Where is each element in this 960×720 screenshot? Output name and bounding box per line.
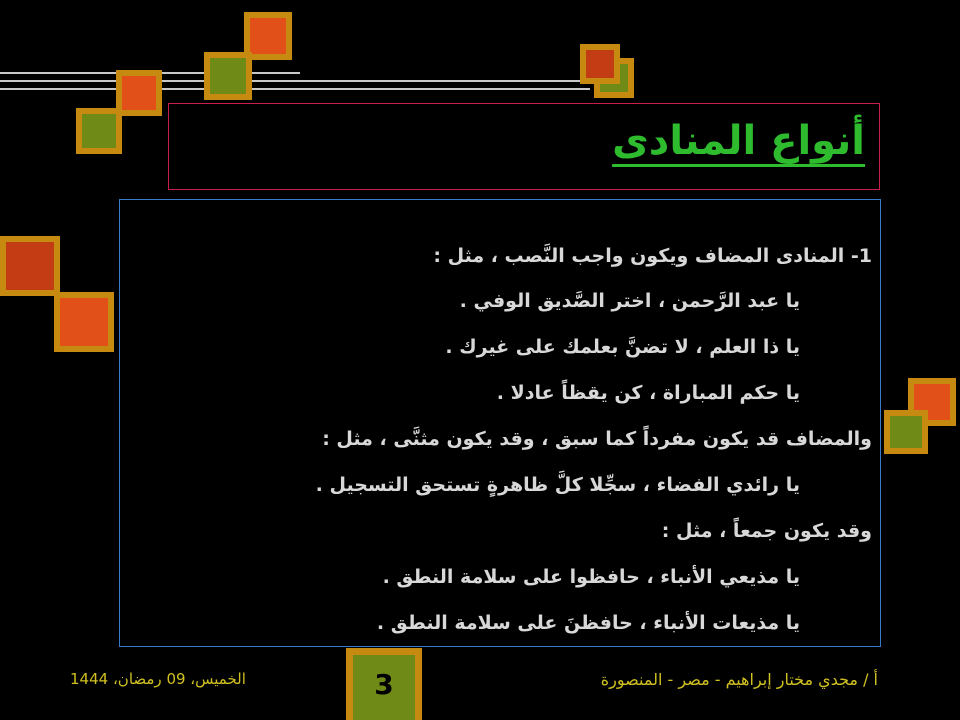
content-line-6: يا رائدي الفضاء ، سجِّلا كلَّ ظاهرةٍ تستحق التسجيل .	[315, 474, 800, 496]
slide-title: أنواع المنادى	[612, 118, 865, 164]
content-line-1: 1- المنادى المضاف ويكون واجب النَّصب ، مثل :	[433, 245, 872, 267]
decor-square	[54, 292, 114, 352]
decor-square	[76, 108, 122, 154]
decor-square	[884, 410, 928, 454]
page-number-box	[346, 648, 422, 720]
content-line-8: يا مذيعي الأنباء ، حافظوا على سلامة النطق .	[382, 566, 800, 588]
content-line-5: والمضاف قد يكون مفرداً كما سبق ، وقد يكون مثنَّى ، مثل :	[322, 428, 872, 450]
decor-square	[204, 52, 252, 100]
content-line-9: يا مذيعات الأنباء ، حافظنَ على سلامة النطق .	[376, 612, 800, 634]
title-frame	[168, 103, 880, 190]
decor-square	[580, 44, 620, 84]
decor-square	[116, 70, 162, 116]
content-line-2: يا عبد الرَّحمن ، اختر الصَّديق الوفي .	[459, 290, 800, 312]
content-line-7: وقد يكون جمعاً ، مثل :	[661, 520, 872, 542]
decor-square	[0, 236, 60, 296]
content-line-3: يا ذا العلم ، لا تضنَّ بعلمك على غيرك .	[445, 336, 800, 358]
decor-line	[0, 88, 590, 90]
page-number: 3	[374, 668, 394, 701]
content-line-4: يا حكم المباراة ، كن يقظاً عادلا .	[496, 382, 800, 404]
decor-line	[0, 80, 590, 82]
content-frame	[119, 199, 881, 647]
footer-author: أ / مجدي مختار إبراهيم - مصر - المنصورة	[600, 670, 878, 689]
footer-date: الخميس، 09 رمضان، 1444	[70, 670, 246, 688]
